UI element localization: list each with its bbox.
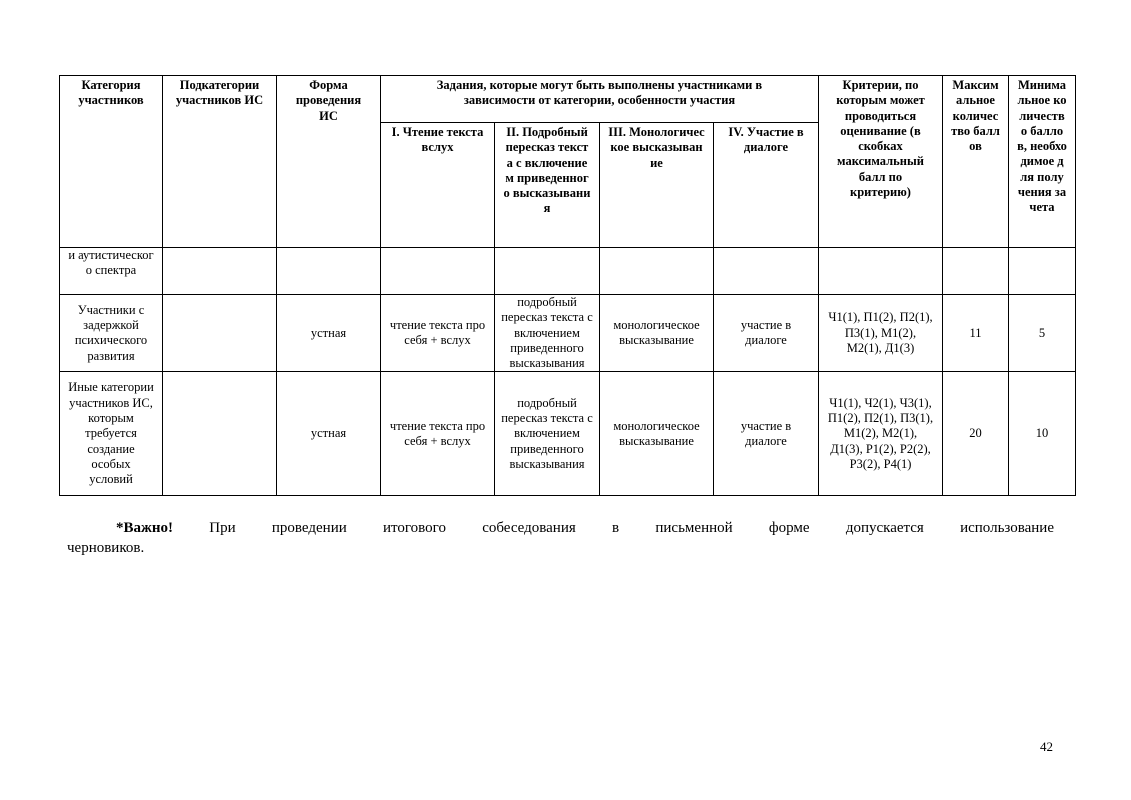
note-word: письменной [655,520,733,536]
row-form: устная [277,372,381,496]
row-max-points: 11 [943,295,1009,372]
row-category: Иные категории участников ИС, которым требуется создание особых условий [60,372,163,496]
note-word: итогового [383,520,446,536]
row-category: Участники с задержкой психического развития [60,295,163,372]
header-max-points: Максимальное количество баллов [943,76,1009,248]
row-task-reading: чтение текста про себя + вслух [381,372,495,496]
row-criteria: Ч1(1), П1(2), П2(1), П3(1), М1(2), М2(1), Д1(3) [819,295,943,372]
row-task-dialogue [714,248,819,295]
row-criteria [819,248,943,295]
header-category: Категория участников [60,76,163,248]
row-task-retelling: подробный пересказ текста с включением приведенного высказывания [495,295,600,372]
row-task-retelling [495,248,600,295]
row-form [277,248,381,295]
header-min-points: Минимальное количество баллов, необходимое для получения зачета [1009,76,1076,248]
row-subcategory [163,372,277,496]
note-word: использование [960,520,1054,536]
row-form: устная [277,295,381,372]
row-min-points [1009,248,1076,295]
header-task-reading: I. Чтение текста вслух [381,123,495,248]
row-criteria: Ч1(1), Ч2(1), Ч3(1), П1(2), П2(1), П3(1), М1(2), М2(1), Д1(3), Р1(2), Р2(2), Р3(2), Р4(1) [819,372,943,496]
assessment-table [59,75,1076,496]
note-word: допускается [845,520,924,536]
header-subcategory: Подкатегории участников ИС [163,76,277,248]
row-task-dialogue: участие в диалоге [714,295,819,372]
note-word: проведении [271,520,347,536]
row-min-points: 10 [1009,372,1076,496]
note-word: в [612,520,620,536]
row-subcategory [163,295,277,372]
table-row [60,248,1076,295]
note-word: собеседования [482,520,576,536]
header-task-monologue: III. Монологическое высказывание [600,123,714,248]
header-form: Форма проведения ИС [277,76,381,248]
note-word: форме [768,520,810,536]
header-task-dialogue: IV. Участие в диалоге [714,123,819,248]
note-important-label: *Важно! [116,520,174,536]
row-max-points [943,248,1009,295]
row-task-retelling: подробный пересказ текста с включением приведенного высказывания [495,372,600,496]
note-line-1 [67,518,1054,538]
row-task-monologue: монологическое высказывание [600,295,714,372]
row-subcategory [163,248,277,295]
row-task-reading [381,248,495,295]
row-task-reading: чтение текста про себя + вслух [381,295,495,372]
row-max-points: 20 [943,372,1009,496]
row-task-monologue [600,248,714,295]
table-row [60,295,1076,372]
row-task-dialogue: участие в диалоге [714,372,819,496]
row-category: и аутистического спектра [60,248,163,295]
note-word: При [209,520,236,536]
header-task-retelling: II. Подробный пересказ текста с включением приведенного высказывания [495,123,600,248]
important-note [67,518,1054,558]
row-min-points: 5 [1009,295,1076,372]
page-number: 42 [1040,739,1053,754]
row-task-monologue: монологическое высказывание [600,372,714,496]
note-line-2: черновиков. [67,540,145,556]
table-row [60,372,1076,496]
header-criteria: Критерии, по которым может проводиться оценивание (в скобках максимальный балл по критерию) [819,76,943,248]
header-tasks: Задания, которые могут быть выполнены участниками в зависимости от категории, особенности участия [381,76,819,123]
